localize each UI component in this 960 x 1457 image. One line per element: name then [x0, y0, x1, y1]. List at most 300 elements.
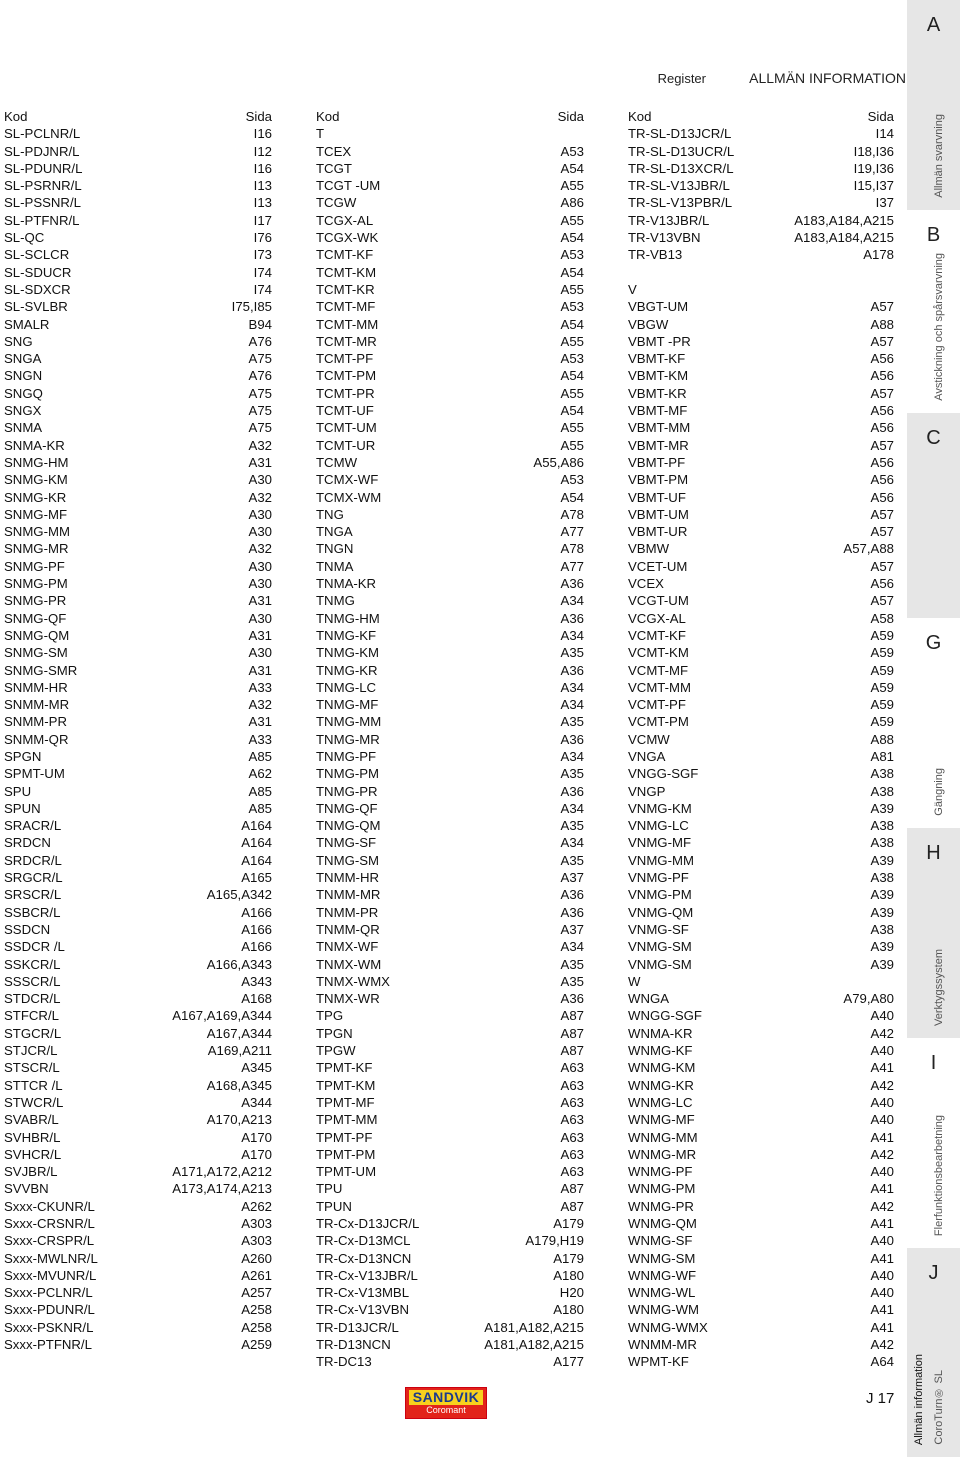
- index-row: [316, 938, 588, 955]
- item-code: Sxxx-PSKNR/L: [4, 1319, 94, 1335]
- index-row: [628, 886, 898, 903]
- item-code: TNMG-PM: [316, 766, 379, 782]
- item-code: SL-SCLCR: [4, 247, 70, 263]
- item-page: A39: [870, 956, 894, 972]
- item-page: A53: [560, 472, 584, 488]
- item-page: A32: [248, 489, 272, 505]
- item-code: VBMT-UF: [628, 489, 686, 505]
- index-row: [4, 1284, 276, 1301]
- item-code: TCMT-UR: [316, 437, 376, 453]
- item-code: VNGA: [628, 748, 666, 764]
- item-code: Sxxx-MVUNR/L: [4, 1267, 97, 1283]
- item-page: I13: [253, 178, 272, 194]
- index-row: [4, 938, 276, 955]
- index-row: [4, 523, 276, 540]
- index-row: [316, 973, 588, 990]
- item-page: A77: [560, 558, 584, 574]
- index-row: [628, 333, 898, 350]
- index-row: [316, 1284, 588, 1301]
- item-page: A38: [870, 818, 894, 834]
- item-code: V: [628, 281, 637, 297]
- index-row: [628, 679, 898, 696]
- index-row: [4, 298, 276, 315]
- index-row: [628, 1232, 898, 1249]
- item-code: TNMX-WF: [316, 939, 379, 955]
- chapter-letter: C: [926, 427, 941, 449]
- item-code: TR-V13JBR/L: [628, 212, 710, 228]
- index-row: [628, 212, 898, 229]
- item-code: TPU: [316, 1181, 343, 1197]
- index-row: [316, 800, 588, 817]
- index-row: [4, 1267, 276, 1284]
- index-row: [628, 783, 898, 800]
- index-row: [316, 454, 588, 471]
- item-page: A87: [560, 1025, 584, 1041]
- index-row: [628, 506, 898, 523]
- item-page: A54: [560, 264, 584, 280]
- item-page: A57: [870, 333, 894, 349]
- item-page: A177: [553, 1354, 584, 1370]
- item-code: TCMT-PR: [316, 385, 375, 401]
- item-page: A31: [248, 714, 272, 730]
- index-row: [628, 800, 898, 817]
- item-page: A37: [560, 921, 584, 937]
- chapter-tab-b[interactable]: [907, 210, 960, 413]
- item-page: A56: [870, 403, 894, 419]
- chapter-tab-j[interactable]: [907, 1248, 960, 1457]
- chapter-tab-h[interactable]: [907, 828, 960, 1038]
- item-page: A164: [241, 818, 272, 834]
- item-page: A64: [870, 1354, 894, 1370]
- item-code: TR-Cx-D13JCR/L: [316, 1216, 420, 1231]
- index-row: [628, 177, 898, 194]
- index-row: [628, 419, 898, 436]
- item-code: TNMG-SF: [316, 835, 377, 851]
- item-code: SNMA-KR: [4, 437, 65, 453]
- item-page: A33: [248, 731, 272, 747]
- index-row: [4, 731, 276, 748]
- index-row: [4, 1163, 276, 1180]
- index-row: [316, 489, 588, 506]
- item-page: A179: [553, 1216, 584, 1231]
- index-row: [4, 540, 276, 557]
- chapter-tab-g[interactable]: [907, 618, 960, 828]
- index-row: [628, 575, 898, 592]
- chapter-letter: B: [926, 224, 941, 246]
- index-row: [628, 610, 898, 627]
- item-code: TNMG: [316, 593, 355, 609]
- item-code: VCMT-PF: [628, 697, 686, 713]
- index-row: [316, 264, 588, 281]
- item-page: A85: [248, 800, 272, 816]
- index-row: [628, 350, 898, 367]
- item-code: SNMM-PR: [4, 714, 68, 730]
- item-code: TCEX: [316, 143, 352, 159]
- page-number: J 17: [866, 1390, 895, 1407]
- item-code: WNMG-SM: [628, 1250, 696, 1266]
- index-row: [628, 125, 898, 142]
- index-row: [316, 1353, 588, 1370]
- item-page: A34: [560, 835, 584, 851]
- item-code: SL-SDXCR: [4, 281, 71, 297]
- item-code: TCMT-MF: [316, 299, 376, 315]
- item-page: A53: [560, 299, 584, 315]
- item-code: TPMT-PF: [316, 1129, 373, 1145]
- item-page: A344: [241, 1094, 272, 1110]
- item-code: VNMG-SM: [628, 939, 692, 955]
- item-code: VCMT-KF: [628, 627, 686, 643]
- index-row: [316, 592, 588, 609]
- item-page: A178: [863, 247, 894, 263]
- index-row: [628, 160, 898, 177]
- item-code: VCMW: [628, 731, 670, 747]
- item-code: TR-SL-D13UCR/L: [628, 143, 735, 159]
- item-page: A41: [870, 1060, 894, 1076]
- index-row: [4, 627, 276, 644]
- index-row: [316, 990, 588, 1007]
- item-code: WNMA-KR: [628, 1025, 693, 1041]
- index-row: [316, 143, 588, 160]
- item-page: A257: [241, 1285, 272, 1301]
- item-page: A345: [241, 1060, 272, 1076]
- index-row: [316, 1077, 588, 1094]
- index-row: [628, 229, 898, 246]
- item-code: TCGT: [316, 160, 352, 176]
- index-row: [628, 973, 898, 990]
- item-code: VBMT-KM: [628, 368, 689, 384]
- item-code: WNMG-WMX: [628, 1319, 708, 1335]
- index-row: [628, 696, 898, 713]
- index-row: [628, 1301, 898, 1318]
- chapter-tab-i[interactable]: [907, 1038, 960, 1248]
- item-code: VBMT-UR: [628, 524, 688, 540]
- index-row: [316, 1215, 588, 1232]
- item-page: A78: [560, 506, 584, 522]
- item-code: SNMM-MR: [4, 697, 70, 713]
- index-row: [628, 143, 898, 160]
- item-page: A56: [870, 489, 894, 505]
- index-row: [628, 1094, 898, 1111]
- index-row: [628, 938, 898, 955]
- item-code: VNMG-PM: [628, 887, 692, 903]
- item-code: TNMG-PF: [316, 748, 377, 764]
- item-page: A34: [560, 593, 584, 609]
- item-page: A165,A342: [206, 887, 272, 903]
- item-code: VNGP: [628, 783, 666, 799]
- item-page: I76: [253, 230, 272, 246]
- item-code: SNMG-PM: [4, 576, 68, 592]
- index-row: [316, 437, 588, 454]
- index-row: [628, 194, 898, 211]
- index-row: [628, 644, 898, 661]
- item-page: A59: [870, 645, 894, 661]
- item-page: A261: [241, 1267, 272, 1283]
- item-page: A76: [248, 368, 272, 384]
- item-code: STWCR/L: [4, 1094, 64, 1110]
- item-code: SNMG-QM: [4, 627, 70, 643]
- index-row: [4, 1111, 276, 1128]
- index-row: [628, 921, 898, 938]
- item-code: TPGN: [316, 1025, 353, 1041]
- item-page: A75: [248, 420, 272, 436]
- item-code: TNMM-MR: [316, 887, 381, 903]
- item-page: A77: [560, 524, 584, 540]
- item-code: WNGG-SGF: [628, 1008, 702, 1024]
- header-code: Kod: [4, 109, 28, 124]
- index-row: [316, 644, 588, 661]
- index-row: [316, 194, 588, 211]
- item-page: A36: [560, 610, 584, 626]
- item-code: VBMT-UM: [628, 506, 689, 522]
- item-code: SNMG-SM: [4, 645, 68, 661]
- item-code: SPU: [4, 783, 32, 799]
- item-code: TPMT-UM: [316, 1164, 377, 1180]
- item-page: A86: [560, 195, 584, 211]
- item-code: WNMG-WL: [628, 1285, 696, 1301]
- item-code: SL-QC: [4, 230, 45, 246]
- index-row: [4, 125, 276, 142]
- item-page: A181,A182,A215: [484, 1337, 584, 1353]
- item-page: I15,I37: [853, 178, 894, 194]
- item-page: [894, 973, 898, 990]
- item-code: SL-PTFNR/L: [4, 212, 80, 228]
- item-page: A57: [870, 385, 894, 401]
- item-code: VBMT -PR: [628, 333, 691, 349]
- chapter-letter: H: [926, 842, 941, 864]
- item-page: A35: [560, 714, 584, 730]
- index-row: [4, 367, 276, 384]
- item-code: STSCR/L: [4, 1060, 60, 1076]
- item-page: A57: [870, 437, 894, 453]
- chapter-tab-c[interactable]: [907, 413, 960, 618]
- item-code: WNMG-PF: [628, 1164, 693, 1180]
- item-page: I74: [253, 264, 272, 280]
- index-row: [316, 385, 588, 402]
- index-row: [4, 748, 276, 765]
- index-row: [316, 1267, 588, 1284]
- header-code: Kod: [316, 109, 340, 124]
- item-page: A63: [560, 1094, 584, 1110]
- item-page: A166: [241, 939, 272, 955]
- item-code: WNMG-WF: [628, 1267, 697, 1283]
- item-code: VCMT-MM: [628, 679, 691, 695]
- item-page: A170,A213: [206, 1112, 272, 1128]
- index-row: [628, 1336, 898, 1353]
- item-page: A62: [248, 766, 272, 782]
- item-page: A170: [241, 1146, 272, 1162]
- column-header: [628, 108, 898, 125]
- index-row: [316, 177, 588, 194]
- index-row: [4, 956, 276, 973]
- item-code: TCGX-WK: [316, 230, 379, 246]
- item-code: SNMG-MM: [4, 524, 70, 540]
- item-page: A59: [870, 627, 894, 643]
- index-row: [4, 1301, 276, 1318]
- item-code: TPMT-KM: [316, 1077, 376, 1093]
- item-code: TNMG-LC: [316, 679, 377, 695]
- item-code: TNGN: [316, 541, 354, 557]
- index-row: [628, 1059, 898, 1076]
- index-row: [4, 713, 276, 730]
- index-row: [316, 1094, 588, 1111]
- item-page: A262: [241, 1198, 272, 1214]
- item-page: A55: [560, 281, 584, 297]
- header-page: Sida: [867, 109, 894, 124]
- item-code: SL-PSRNR/L: [4, 178, 82, 194]
- item-page: A63: [560, 1146, 584, 1162]
- index-row: [4, 437, 276, 454]
- index-row: [316, 886, 588, 903]
- item-page: A38: [870, 835, 894, 851]
- item-page: A55: [560, 385, 584, 401]
- chapter-tab-a[interactable]: [907, 0, 960, 210]
- index-row: [4, 385, 276, 402]
- item-page: A164: [241, 835, 272, 851]
- index-row: [4, 1336, 276, 1353]
- chapter-label: CoroTurn® SL: [933, 1370, 945, 1445]
- item-page: A180: [553, 1302, 584, 1318]
- index-row: [628, 316, 898, 333]
- index-row: [628, 627, 898, 644]
- item-page: A35: [560, 956, 584, 972]
- index-row: [316, 1146, 588, 1163]
- item-page: A59: [870, 679, 894, 695]
- item-code: TNMX-WM: [316, 956, 382, 972]
- item-page: A55: [560, 178, 584, 194]
- item-page: A36: [560, 576, 584, 592]
- index-row: [628, 1146, 898, 1163]
- item-page: A171,A172,A212: [172, 1164, 272, 1180]
- item-page: A30: [248, 645, 272, 661]
- index-row: [4, 679, 276, 696]
- chapter-label: Avstickning och spårsvarvning: [933, 253, 945, 401]
- item-code: VNMG-SF: [628, 921, 689, 937]
- item-page: A38: [870, 921, 894, 937]
- item-code: WNMG-WM: [628, 1302, 700, 1318]
- item-page: A180: [553, 1267, 584, 1283]
- item-code: VCEX: [628, 576, 664, 592]
- item-code: Sxxx-PDUNR/L: [4, 1302, 95, 1318]
- item-code: STJCR/L: [4, 1043, 58, 1059]
- item-code: T: [316, 126, 325, 142]
- item-code: SSKCR/L: [4, 956, 61, 972]
- item-page: A30: [248, 472, 272, 488]
- item-code: SNMA: [4, 420, 43, 436]
- item-page: A41: [870, 1250, 894, 1266]
- item-code: SNMG-QF: [4, 610, 67, 626]
- item-code: TR-SL-V13PBR/L: [628, 195, 733, 211]
- item-page: A31: [248, 454, 272, 470]
- item-code: TNGA: [316, 524, 353, 540]
- index-row: [628, 1163, 898, 1180]
- item-page: A54: [560, 316, 584, 332]
- index-row: [4, 506, 276, 523]
- chapter-letter: J: [928, 1262, 939, 1284]
- index-row: [4, 194, 276, 211]
- item-page: A165: [241, 870, 272, 886]
- item-code: TPMT-MF: [316, 1094, 375, 1110]
- item-code: TNMG-KF: [316, 627, 377, 643]
- index-row: [4, 1042, 276, 1059]
- item-page: A88: [870, 316, 894, 332]
- item-code: SNGN: [4, 368, 43, 384]
- item-page: A34: [560, 800, 584, 816]
- item-page: H20: [559, 1285, 584, 1301]
- item-code: SNMG-SMR: [4, 662, 78, 678]
- item-code: TR-Cx-V13MBL: [316, 1285, 410, 1301]
- chapter-label: Allmän svarvning: [933, 114, 945, 198]
- index-row: [4, 333, 276, 350]
- item-code: TNMG-KM: [316, 645, 379, 661]
- item-code: TR-Cx-D13NCN: [316, 1250, 412, 1266]
- index-row: [4, 246, 276, 263]
- item-page: A56: [870, 351, 894, 367]
- item-code: TR-Cx-V13VBN: [316, 1302, 410, 1318]
- item-page: A183,A184,A215: [794, 212, 894, 228]
- index-row: [4, 1319, 276, 1336]
- item-code: SNMG-PR: [4, 593, 67, 609]
- item-code: TR-D13JCR/L: [316, 1319, 399, 1335]
- item-page: A56: [870, 420, 894, 436]
- item-page: A41: [870, 1129, 894, 1145]
- index-row: [316, 713, 588, 730]
- item-page: I74: [253, 281, 272, 297]
- item-page: A75: [248, 351, 272, 367]
- item-page: A167,A169,A344: [172, 1008, 272, 1024]
- item-code: SL-PSSNR/L: [4, 195, 81, 211]
- item-page: A76: [248, 333, 272, 349]
- item-code: TCGX-AL: [316, 212, 374, 228]
- item-page: [584, 125, 588, 142]
- item-page: A55: [560, 333, 584, 349]
- index-row: [4, 1180, 276, 1197]
- item-code: VNMG-MM: [628, 852, 694, 868]
- index-row: [628, 1129, 898, 1146]
- item-page: A36: [560, 662, 584, 678]
- index-row: [4, 800, 276, 817]
- item-page: A56: [870, 454, 894, 470]
- item-page: A40: [870, 1233, 894, 1249]
- item-code: W: [628, 973, 641, 989]
- item-page: A42: [870, 1198, 894, 1214]
- item-page: A179,H19: [525, 1233, 584, 1249]
- item-page: A54: [560, 230, 584, 246]
- item-page: A30: [248, 524, 272, 540]
- index-row: [4, 1146, 276, 1163]
- index-row: [628, 852, 898, 869]
- item-code: STFCR/L: [4, 1008, 59, 1024]
- index-row: [316, 298, 588, 315]
- index-row: [316, 1059, 588, 1076]
- index-row: [316, 160, 588, 177]
- item-code: SNGA: [4, 351, 42, 367]
- item-page: I73: [253, 247, 272, 263]
- item-page: A35: [560, 973, 584, 989]
- index-row: [316, 558, 588, 575]
- item-code: SRDCR/L: [4, 852, 62, 868]
- index-row: [316, 333, 588, 350]
- item-code: TR-DC13: [316, 1354, 372, 1370]
- index-row: [4, 817, 276, 834]
- item-code: TNMM-PR: [316, 904, 379, 920]
- item-code: TR-Cx-V13JBR/L: [316, 1267, 418, 1283]
- item-page: A87: [560, 1181, 584, 1197]
- item-page: A57: [870, 558, 894, 574]
- item-code: VCGT-UM: [628, 593, 689, 609]
- index-row: [4, 1250, 276, 1267]
- item-code: SSSCR/L: [4, 973, 61, 989]
- index-row: [628, 904, 898, 921]
